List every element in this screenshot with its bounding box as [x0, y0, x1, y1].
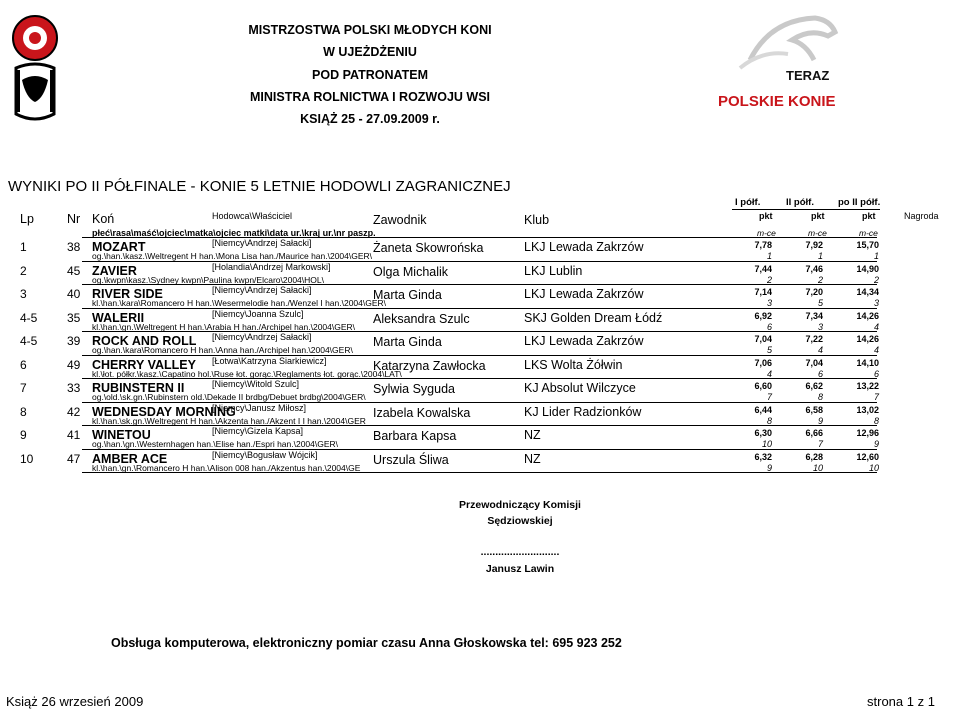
- cell-score-r1: 6,92: [754, 310, 772, 321]
- cell-rider: Olga Michalik: [373, 264, 449, 279]
- svg-text:TERAZ: TERAZ: [786, 68, 830, 83]
- cell-place-r1: 7: [766, 392, 772, 402]
- championship-emblem: [4, 10, 66, 128]
- signature-title-2: Sędziowskiej: [487, 515, 553, 527]
- cell-club: LKS Wolta Żółwin: [524, 357, 623, 372]
- svg-text:POLSKIE KONIE: POLSKIE KONIE: [718, 93, 836, 110]
- cell-score-total: 13,22: [856, 381, 879, 391]
- cell-nr: 40: [67, 287, 81, 301]
- cell-place-total: 9: [873, 439, 879, 449]
- cell-place-r1: 5: [766, 345, 772, 355]
- cell-nr: 47: [67, 451, 81, 466]
- cell-nr: 33: [67, 381, 81, 395]
- col-club-header: Klub: [524, 213, 550, 227]
- cell-rider: Marta Ginda: [373, 335, 442, 349]
- cell-score-r2: 7,22: [805, 334, 823, 344]
- cell-place-total: 10: [868, 462, 879, 473]
- row-separator: [82, 237, 877, 238]
- cell-club: LKJ Lewada Zakrzów: [524, 240, 644, 254]
- cell-lp: 7: [20, 381, 27, 395]
- cell-score-r2: 6,58: [805, 404, 823, 415]
- cell-score-total: 14,10: [856, 357, 879, 368]
- col-pkt2-header: pkt: [811, 211, 825, 221]
- cell-horse: MOZART: [92, 240, 146, 254]
- cell-rider: Żaneta Skowrońska: [373, 241, 484, 255]
- col-r3-header: po II półf.: [838, 197, 881, 208]
- cell-pedigree: kl.\han.\gn.\Romancero H han.\Alison 008 han./Akzentus han.\2004\GE: [92, 462, 361, 473]
- cell-lp: 4-5: [20, 334, 38, 348]
- cell-lp: 2: [20, 263, 27, 278]
- cell-place-total: 1: [873, 251, 879, 261]
- cell-owner: [Niemcy\Andrzej Sałacki]: [212, 332, 312, 342]
- header-line-1: MISTRZOSTWA POLSKI MŁODYCH KONI: [248, 23, 492, 37]
- cell-score-r2: 6,28: [805, 451, 823, 462]
- col-r1-header: I półf.: [735, 197, 761, 208]
- col-owner-header: Hodowca\Właściciel: [212, 211, 293, 221]
- cell-score-r1: 6,44: [754, 404, 772, 415]
- cell-club: NZ: [524, 451, 541, 466]
- cell-score-r1: 6,30: [754, 428, 772, 438]
- cell-nr: 38: [67, 240, 81, 254]
- row-separator: [82, 261, 877, 262]
- cell-score-r2: 7,34: [805, 310, 823, 321]
- cell-owner: [Niemcy\Joanna Szulc]: [212, 308, 304, 319]
- cell-pedigree: og.\kwpn\kasz.\Sydney kwpn\Paulina kwpn/Elcaro\2004\HOL\: [92, 274, 324, 285]
- cell-owner: [Łotwa\Katrzyna Siarkiewicz]: [212, 355, 327, 366]
- cell-nr: 42: [67, 404, 81, 419]
- cell-place-total: 2: [873, 274, 879, 285]
- cell-rider: Izabela Kowalska: [373, 405, 471, 420]
- cell-horse: RIVER SIDE: [92, 287, 163, 301]
- cell-place-total: 4: [873, 321, 879, 332]
- cell-pedigree: kl.\han.\gn.\Weltregent H han.\Arabia H han./Archipel han.\2004\GER\: [92, 321, 356, 332]
- row-separator: [82, 308, 877, 309]
- cell-lp: 3: [20, 287, 27, 301]
- col-rider-header: Zawodnik: [373, 213, 427, 227]
- cell-club: LKJ Lublin: [524, 263, 583, 278]
- cell-rider: Marta Ginda: [373, 288, 442, 302]
- header-line-2: W UJEŻDŻENIU: [323, 45, 417, 59]
- row-separator: [82, 402, 877, 403]
- cell-club: LKJ Lewada Zakrzów: [524, 287, 644, 301]
- cell-club: NZ: [524, 428, 541, 442]
- row-separator: [82, 378, 877, 379]
- cell-pedigree: kl.\han.\kara\Romancero H han.\Wesermelodie han./Wenzel I han.\2004\GER\: [92, 298, 387, 308]
- cell-owner: [Holandia\Andrzej Markowski]: [212, 261, 331, 272]
- cell-score-r1: 6,32: [754, 451, 772, 462]
- col-r2-header: II półf.: [786, 197, 814, 208]
- cell-lp: 1: [20, 240, 27, 254]
- cell-nr: 49: [67, 357, 81, 372]
- cell-lp: 10: [20, 451, 34, 466]
- cell-owner: [Niemcy\Andrzej Sałacki]: [212, 285, 312, 295]
- cell-place-r2: 6: [817, 368, 823, 379]
- col-pkt1-header: pkt: [759, 211, 773, 221]
- cell-horse: WALERII: [92, 310, 145, 325]
- cell-place-r1: 8: [766, 415, 772, 426]
- cell-score-r1: 6,60: [754, 381, 772, 391]
- col-mce2-header: m-ce: [808, 228, 827, 238]
- col-pkt3-header: pkt: [862, 211, 876, 221]
- footer-page: strona 1 z 1: [867, 694, 935, 709]
- col-pedigree-header: płeć\rasa\maść\ojciec\matka\ojciec matki\data ur.\kraj ur.\nr paszp.: [92, 228, 376, 238]
- cell-place-r2: 7: [817, 439, 823, 449]
- cell-nr: 41: [67, 428, 81, 442]
- cell-place-total: 7: [873, 392, 879, 402]
- col-award-header: Nagroda: [904, 211, 939, 221]
- cell-horse: ROCK AND ROLL: [92, 334, 197, 348]
- cell-club: SKJ Golden Dream Łódź: [524, 310, 663, 325]
- cell-pedigree: kl.\łot. półkr.\kasz.\Capatino hol.\Ruse łot. gorąc.\Reglaments łot. gorąc.\2004\LAT\: [92, 368, 402, 379]
- row-separator: [82, 284, 877, 285]
- cell-owner: [Niemcy\Gizela Kapsa]: [212, 426, 304, 436]
- cell-score-r2: 7,20: [805, 287, 823, 297]
- row-separator: [82, 331, 877, 332]
- cell-place-r1: 6: [766, 321, 772, 332]
- cell-place-r2: 3: [817, 321, 823, 332]
- cell-score-total: 14,34: [856, 287, 879, 297]
- cell-pedigree: og.\han.\gn.\Westernhagen han.\Elise han./Espri han.\2004\GER\: [92, 439, 339, 449]
- cell-score-r1: 7,78: [754, 240, 772, 250]
- cell-place-total: 6: [873, 368, 879, 379]
- cell-score-total: 12,96: [856, 428, 879, 438]
- cell-lp: 4-5: [20, 310, 38, 325]
- cell-owner: [Niemcy\Bogusław Wójcik]: [212, 449, 318, 460]
- cell-nr: 39: [67, 334, 81, 348]
- cell-rider: Aleksandra Szulc: [373, 311, 470, 326]
- cell-place-r1: 9: [766, 462, 772, 473]
- row-separator: [82, 355, 877, 356]
- cell-score-total: 14,26: [856, 334, 879, 344]
- header-line-4: MINISTRA ROLNICTWA I ROZWOJU WSI: [249, 90, 491, 104]
- cell-rider: Katarzyna Zawłocka: [373, 358, 486, 373]
- cell-place-r2: 9: [817, 415, 823, 426]
- header-line-3: POD PATRONATEM: [312, 68, 428, 82]
- cell-nr: 35: [67, 310, 81, 325]
- cell-pedigree: og.\han.\kara\Romancero H han.\Anna han./Archipel han.\2004\GER\: [92, 345, 353, 355]
- cell-lp: 8: [20, 404, 27, 419]
- footer-date: Książ 26 wrzesień 2009: [6, 694, 144, 709]
- signature-name: Janusz Lawin: [485, 563, 555, 575]
- cell-place-r2: 10: [812, 462, 823, 473]
- col-mce1-header: m-ce: [757, 228, 776, 238]
- signature-title: Przewodniczący Komisji: [459, 499, 581, 511]
- cell-score-r1: 7,14: [754, 287, 772, 297]
- cell-place-r2: 8: [817, 392, 823, 402]
- cell-place-r2: 5: [817, 298, 823, 308]
- cell-place-r1: 1: [766, 251, 772, 261]
- teraz-polskie-konie-logo: [710, 10, 840, 110]
- cell-score-r2: 6,62: [805, 381, 823, 391]
- cell-place-total: 4: [873, 345, 879, 355]
- cell-horse: CHERRY VALLEY: [92, 357, 196, 372]
- row-separator: [82, 472, 877, 473]
- cell-place-total: 3: [873, 298, 879, 308]
- cell-lp: 6: [20, 357, 27, 372]
- cell-horse: AMBER ACE: [92, 451, 168, 466]
- credit-line: Obsługa komputerowa, elektroniczny pomiar czasu Anna Głoskowska tel: 695 923 252: [111, 636, 622, 650]
- cell-place-total: 8: [873, 415, 879, 426]
- cell-horse: WEDNESDAY MORNING: [92, 404, 236, 419]
- cell-owner: [Niemcy\Janusz Miłosz]: [212, 402, 307, 413]
- cell-lp: 9: [20, 428, 27, 442]
- cell-place-r2: 4: [817, 345, 823, 355]
- signature-dots: ...........................: [480, 546, 560, 558]
- cell-nr: 45: [67, 263, 81, 278]
- cell-horse: WINETOU: [92, 428, 151, 442]
- cell-club: KJ Absolut Wilczyce: [524, 381, 636, 395]
- cell-score-r2: 7,46: [805, 263, 823, 274]
- cell-place-r1: 3: [766, 298, 772, 308]
- cell-place-r1: 2: [766, 274, 772, 285]
- cell-score-total: 15,70: [856, 240, 879, 250]
- cell-place-r2: 1: [817, 251, 823, 261]
- cell-score-total: 12,60: [856, 451, 879, 462]
- header-line-5: KSIĄŻ 25 - 27.09.2009 r.: [300, 112, 440, 126]
- cell-owner: [Niemcy\Andrzej Sałacki]: [212, 238, 312, 248]
- cell-pedigree: og.\han.\kasz.\Weltregent H han.\Mona Lisa han./Maurice han.\2004\GER\: [92, 251, 373, 261]
- cell-club: LKJ Lewada Zakrzów: [524, 334, 644, 348]
- cell-score-total: 14,90: [856, 263, 879, 274]
- cell-horse: ZAVIER: [92, 263, 137, 278]
- cell-owner: [Niemcy\Witold Szulc]: [212, 379, 300, 389]
- row-separator: [82, 425, 877, 426]
- cell-score-r2: 6,66: [805, 428, 823, 438]
- cell-place-r1: 4: [766, 368, 772, 379]
- cell-score-r2: 7,04: [805, 357, 823, 368]
- results-title: WYNIKI PO II PÓŁFINALE - KONIE 5 LETNIE HODOWLI ZAGRANICZNEJ: [8, 178, 511, 195]
- cell-rider: Barbara Kapsa: [373, 429, 457, 443]
- cell-horse: RUBINSTERN II: [92, 381, 185, 395]
- col-horse-header: Koń: [92, 212, 115, 226]
- cell-score-total: 14,26: [856, 310, 879, 321]
- cell-score-r2: 7,92: [805, 240, 823, 250]
- cell-score-total: 13,02: [856, 404, 879, 415]
- cell-pedigree: kl.\han.\sk.gn.\Weltregent H han.\Akzenta han./Akzent I I han.\2004\GER: [92, 415, 366, 426]
- col-lp-header: Lp: [20, 212, 34, 226]
- row-separator: [82, 449, 877, 450]
- cell-place-r2: 2: [817, 274, 823, 285]
- cell-rider: Urszula Śliwa: [373, 452, 449, 467]
- cell-score-r1: 7,06: [754, 357, 772, 368]
- col-mce3-header: m-ce: [859, 228, 878, 238]
- col-nr-header: Nr: [67, 212, 81, 226]
- cell-score-r1: 7,44: [754, 263, 772, 274]
- cell-score-r1: 7,04: [754, 334, 772, 344]
- cell-rider: Sylwia Syguda: [373, 382, 455, 396]
- cell-pedigree: og.\old.\sk.gn.\Rubinstern old.\Dekade II brdbg/Debuet brdbg\2004\GER\: [92, 392, 366, 402]
- cell-club: KJ Lider Radzionków: [524, 404, 642, 419]
- cell-place-r1: 10: [761, 439, 772, 449]
